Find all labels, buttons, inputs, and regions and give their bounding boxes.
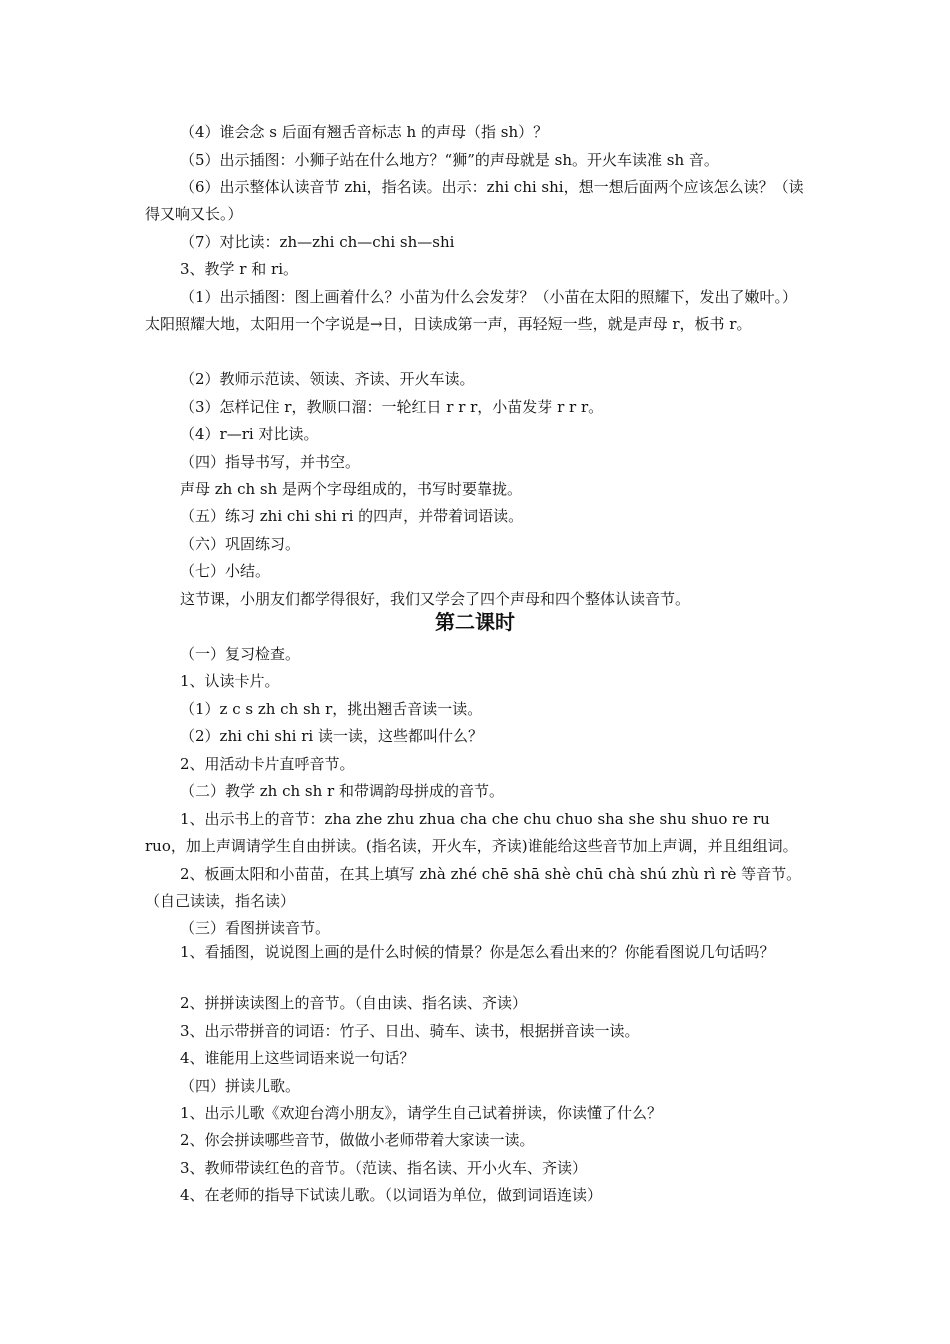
text-line: （四）拼读儿歌。	[180, 1077, 301, 1095]
text-line: （4）r—ri 对比读。	[180, 425, 319, 443]
paragraph: （6）出示整体认读音节 zhi，指名读。出示：zhi chi shi，想一想后面两个应该怎么读？（读得又响又长。）	[145, 178, 804, 223]
paragraph: 1、出示书上的音节：zha zhe zhu zhua cha che chu chuo sha she shu shuo re ru ruo，加上声调请学生自由拼读。(指名读，开火车，齐读)谁能给这些音节加上声调，并且组组词。	[145, 810, 798, 855]
text-line: 1、认读卡片。	[180, 672, 280, 690]
text-line: （3）怎样记住 r，教顺口溜：一轮红日 r r r，小苗发芽 r r r。	[180, 398, 604, 416]
text-line: 2、你会拼读哪些音节，做做小老师带着大家读一读。	[180, 1131, 535, 1149]
text-line: 3、出示带拼音的词语：竹子、日出、骑车、读书，根据拼音读一读。	[180, 1022, 640, 1040]
text-line: 2、用活动卡片直呼音节。	[180, 755, 355, 773]
text-line: 2、拼拼读读图上的音节。（自由读、指名读、齐读）	[180, 994, 528, 1012]
text-line: 这节课，小朋友们都学得很好，我们又学会了四个声母和四个整体认读音节。	[180, 590, 691, 608]
text-line: （二）教学 zh ch sh r 和带调韵母拼成的音节。	[180, 782, 504, 800]
text-line: 声母 zh ch sh 是两个字母组成的，书写时要靠拢。	[180, 480, 523, 498]
text-line: 3、教师带读红色的音节。（范读、指名读、开小火车、齐读）	[180, 1159, 588, 1177]
text-line: （一）复习检查。	[180, 645, 301, 663]
text-line: （5）出示插图：小狮子站在什么地方？“狮”的声母就是 sh。开火车读准 sh 音。	[180, 151, 719, 169]
text-line: （三）看图拼读音节。	[180, 919, 331, 937]
text-line: （五）练习 zhi chi shi ri 的四声，并带着词语读。	[180, 507, 524, 525]
paragraph: 2、板画太阳和小苗苗，在其上填写 zhà zhé chē shā shè chū chà shú zhù rì rè 等音节。（自己读读，指名读）	[145, 865, 802, 910]
text-line: （2）教师示范读、领读、齐读、开火车读。	[180, 370, 475, 388]
text-line: （4）谁会念 s 后面有翘舌音标志 h 的声母（指 sh）？	[180, 123, 549, 141]
text-line: 4、谁能用上这些词语来说一句话？	[180, 1049, 415, 1067]
text-line: 4、在老师的指导下试读儿歌。（以词语为单位，做到词语连读）	[180, 1186, 603, 1204]
text-line: （六）巩固练习。	[180, 535, 301, 553]
text-line: （1）z c s zh ch sh r，挑出翘舌音读一读。	[180, 700, 483, 718]
text-line: （七）小结。	[180, 562, 271, 580]
paragraph: 1、看插图，说说图上画的是什么时候的情景？你是怎么看出来的？你能看图说几句话吗？	[180, 943, 775, 961]
text-line: （7）对比读：zh—zhi ch—chi sh—shi	[180, 233, 455, 251]
text-line: （四）指导书写，并书空。	[180, 453, 361, 471]
text-line: 3、教学 r 和 ri。	[180, 260, 298, 278]
section-title: 第二课时	[435, 610, 515, 634]
text-line: 1、出示儿歌《欢迎台湾小朋友》，请学生自己试着拼读，你读懂了什么？	[180, 1104, 663, 1122]
text-line: （2）zhi chi shi ri 读一读，这些都叫什么？	[180, 727, 483, 745]
paragraph: （1）出示插图：图上画着什么？小苗为什么会发芽？（小苗在太阳的照耀下，发出了嫩叶。）太阳照耀大地，太阳用一个字说是→日，日读成第一声，再轻短一些，就是声母 r，板书 r。	[145, 288, 798, 333]
